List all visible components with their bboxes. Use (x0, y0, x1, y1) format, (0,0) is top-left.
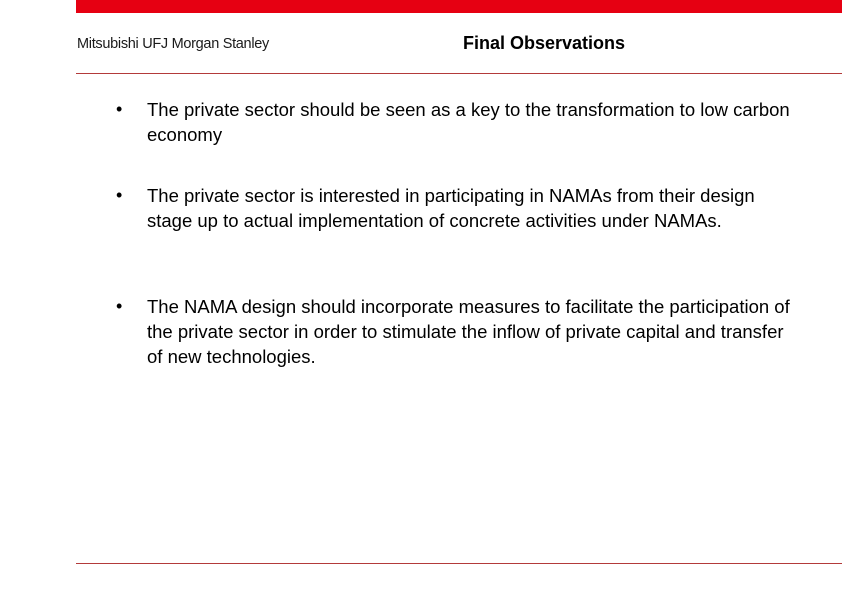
bullet-text: The NAMA design should incorporate measures to facilitate the participation of the private sector in order to stimulate the inflow of private capital and transfer of new technologies. (147, 296, 790, 367)
top-accent-bar (76, 0, 842, 13)
bullet-marker: • (116, 185, 123, 205)
bullet-text: The private sector should be seen as a key to the transformation to low carbon economy (147, 99, 790, 145)
bullet-marker: • (116, 99, 123, 119)
footer-divider (76, 563, 842, 564)
bullet-text: The private sector is interested in participating in NAMAs from their design stage up to actual implementation of concrete activities under NAMAs. (147, 185, 755, 231)
bullet-marker: • (116, 296, 123, 316)
company-logo: Mitsubishi UFJ Morgan Stanley (77, 36, 269, 52)
header-divider (76, 73, 842, 74)
slide-title: Final Observations (462, 33, 626, 53)
